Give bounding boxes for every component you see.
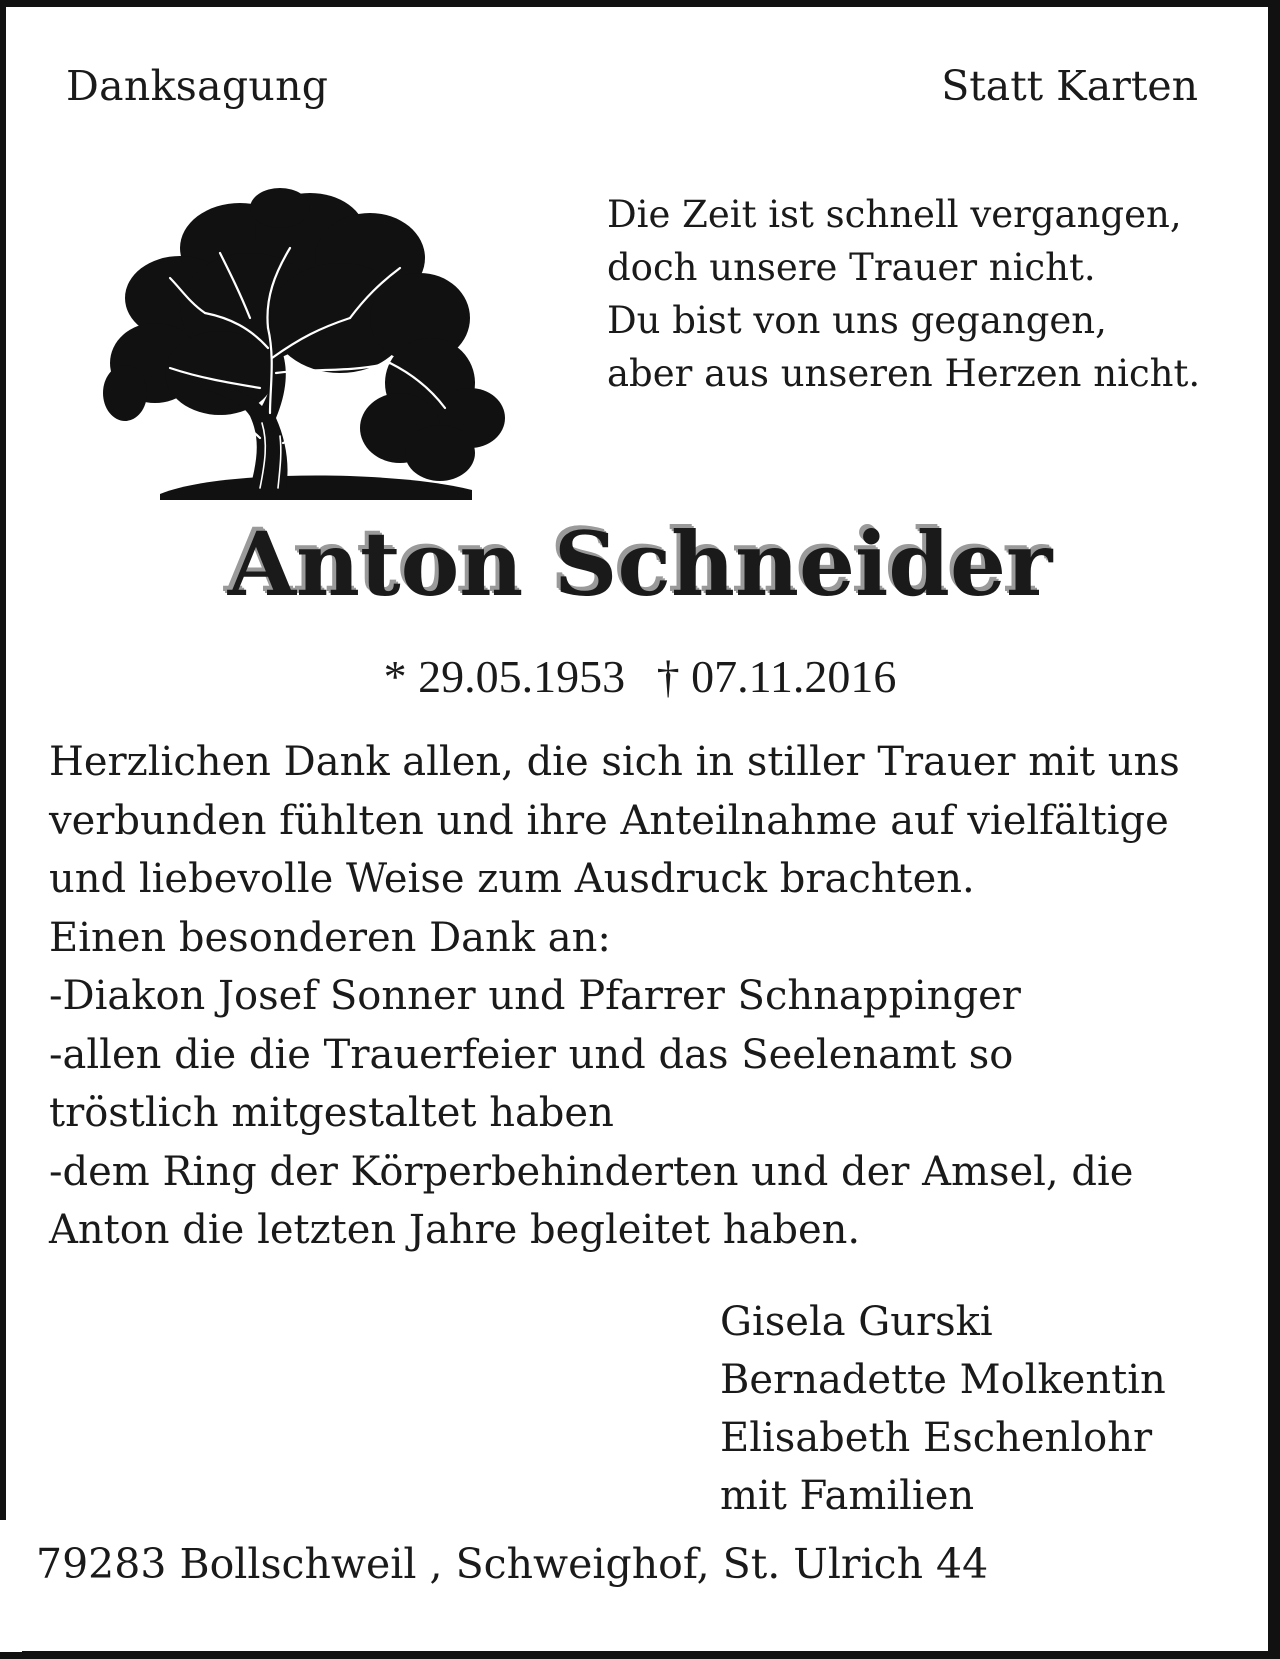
poem-line: doch unsere Trauer nicht. [607,246,1096,289]
poem [607,188,1200,400]
deceased-name: Anton Schneider [227,512,1053,616]
header-danksagung: Danksagung [66,62,329,110]
life-dates [0,650,1280,703]
header-statt-karten: Statt Karten [941,62,1198,110]
signers [720,1293,1166,1525]
thanks-line: und liebevolle Weise zum Ausdruck brachten. [49,856,975,902]
signer: mit Familien [720,1473,975,1519]
thanks-text [49,733,1180,1260]
signer: Gisela Gurski [720,1299,993,1345]
poem-line: aber aus unseren Herzen nicht. [607,352,1201,395]
frame-notch [0,1520,22,1652]
signer: Elisabeth Eschenlohr [720,1415,1153,1461]
signer: Bernadette Molkentin [720,1357,1166,1403]
thanks-line: verbunden fühlten und ihre Anteilnahme auf vielfältige [49,797,1169,844]
address: 79283 Bollschweil , Schweighof, St. Ulrich 44 [36,1540,989,1588]
thanks-line: Einen besonderen Dank an: [49,914,611,961]
thanks-line: -dem Ring der Körperbehinderten und der Amsel, die [49,1148,1134,1195]
thanks-line: Herzlichen Dank allen, die sich in stiller Trauer mit uns [49,739,1180,785]
birth-date: * 29.05.1953 [383,651,626,702]
death-date: † 07.11.2016 [656,651,897,702]
tree-icon [100,188,510,503]
thanks-line: Anton die letzten Jahre begleitet haben. [49,1207,861,1253]
thanks-line: tröstlich mitgestaltet haben [49,1090,614,1136]
thanks-line: -allen die die Trauerfeier und das Seelenamt so [49,1031,1014,1078]
poem-line: Die Zeit ist schnell vergangen, [607,193,1182,236]
thanks-line: -Diakon Josef Sonner und Pfarrer Schnappinger [49,973,1021,1019]
poem-line: Du bist von uns gegangen, [607,299,1107,342]
